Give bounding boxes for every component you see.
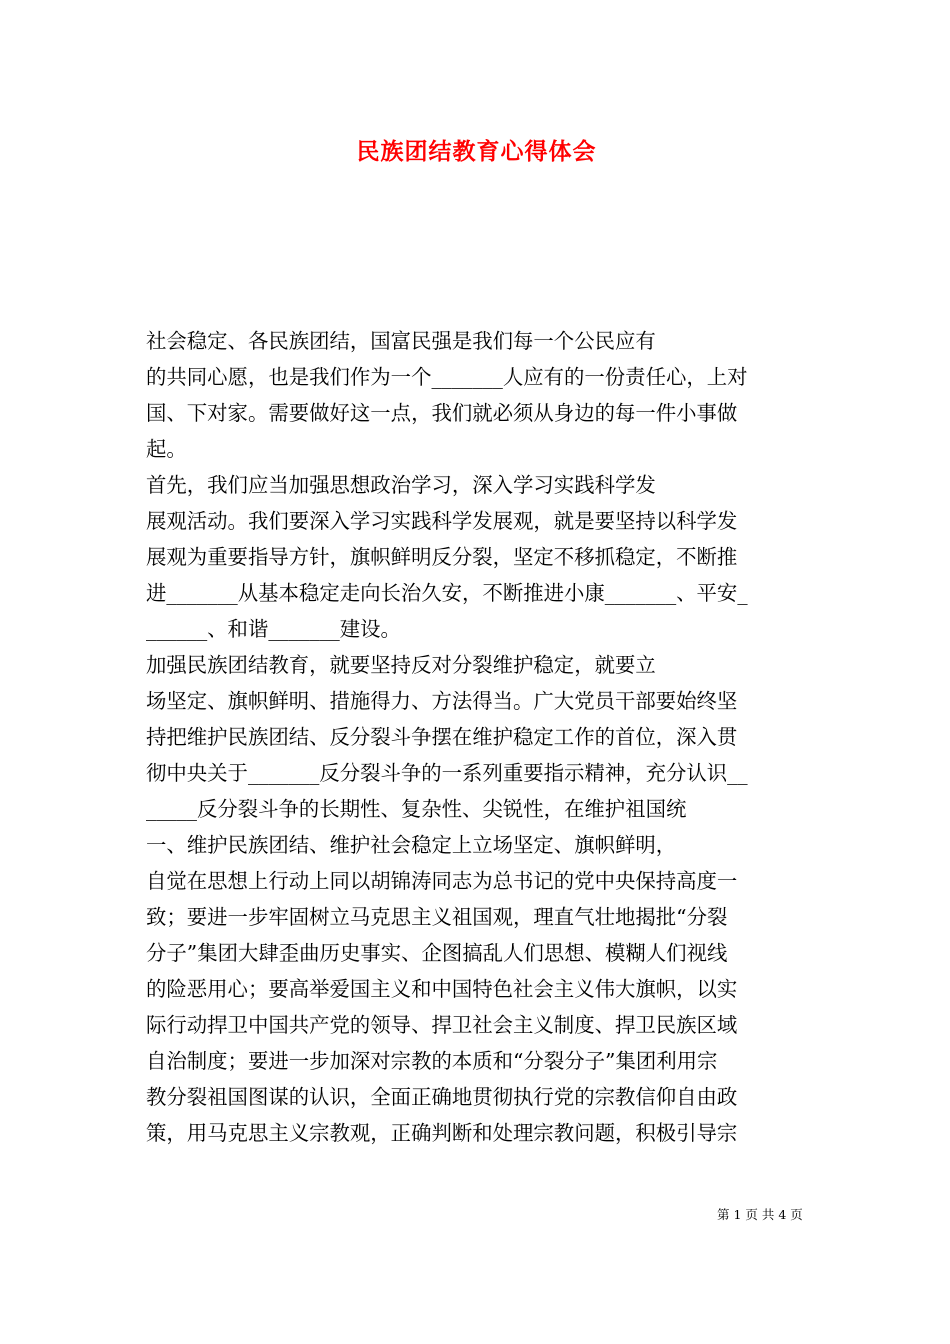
text-line: 社会稳定、各民族团结，国富民强是我们每一个公民应有 [146,329,656,353]
text-line: 际行动捍卫中国共产党的领导、捍卫社会主义制度、捍卫民族区域 [146,1013,738,1037]
text-line: 分子”集团大肆歪曲历史事实、企图搞乱人们思想、模糊人们视线 [146,941,728,965]
text-line: 展观为重要指导方针，旗帜鲜明反分裂，坚定不移抓稳定，不断推 [146,545,738,569]
text-line: 致；要进一步牢固树立马克思主义祖国观，理直气壮地揭批“分裂 [146,905,728,929]
text-line: 的共同心愿，也是我们作为一个_______人应有的一份责任心，上对 [146,365,748,389]
text-line: 持把维护民族团结、反分裂斗争摆在维护稳定工作的首位，深入贯 [146,725,738,749]
document-title: 民族团结教育心得体会 [356,138,597,165]
text-line: 展观活动。我们要深入学习实践科学发展观，就是要坚持以科学发 [146,509,738,533]
text-line: 自治制度；要进一步加深对宗教的本质和“分裂分子”集团利用宗 [146,1049,718,1073]
text-line: 首先，我们应当加强思想政治学习，深入学习实践科学发 [146,473,656,497]
text-line: 的险恶用心；要高举爱国主义和中国特色社会主义伟大旗帜，以实 [146,977,738,1001]
text-line: 进_______从基本稳定走向长治久安，不断推进小康_______、平安_ [146,581,748,605]
text-line: 场坚定、旗帜鲜明、措施得力、方法得当。广大党员干部要始终坚 [146,689,738,713]
text-line: 国、下对家。需要做好这一点，我们就必须从身边的每一件小事做 [146,401,738,425]
text-line: 自觉在思想上行动上同以胡锦涛同志为总书记的党中央保持高度一 [146,869,738,893]
text-line: 彻中央关于_______反分裂斗争的一系列重要指示精神，充分认识__ [146,761,748,785]
document-body [146,323,820,1151]
text-line: 策，用马克思主义宗教观，正确判断和处理宗教问题，积极引导宗 [146,1121,738,1145]
text-line: 起。 [146,437,187,461]
text-line: 一、维护民族团结、维护社会稳定上立场坚定、旗帜鲜明， [146,833,677,857]
text-line: ______、和谐_______建设。 [146,617,401,641]
text-line: _____反分裂斗争的长期性、复杂性、尖锐性，在维护祖国统 [146,797,687,821]
text-line: 加强民族团结教育，就要坚持反对分裂维护稳定，就要立 [146,653,656,677]
page-number-footer: 第 1 页 共 4 页 [717,1207,803,1222]
text-line: 教分裂祖国图谋的认识，全面正确地贯彻执行党的宗教信仰自由政 [146,1085,738,1109]
